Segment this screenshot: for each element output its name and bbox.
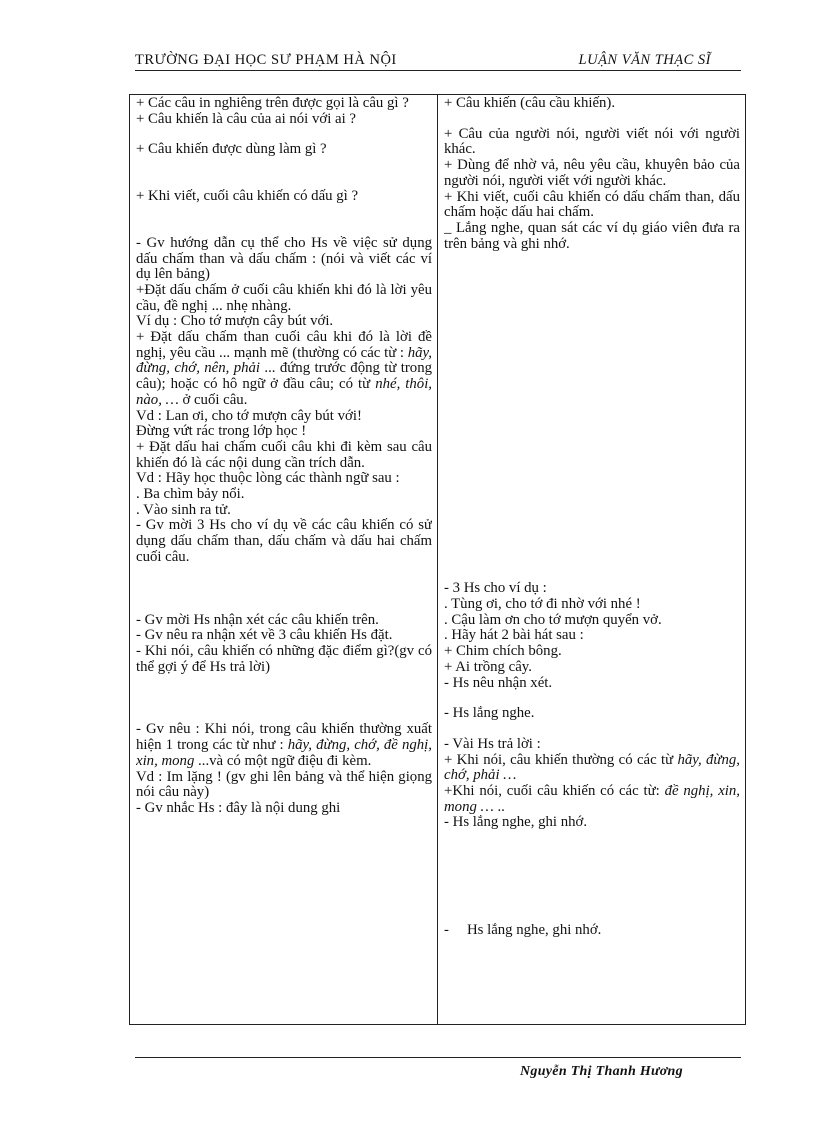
speaking-answer-end: .. xyxy=(493,798,505,815)
invite-examples: - Gv mời 3 Hs cho ví dụ về các câu khiến có sử dụng dấu chấm than, dấu chấm và dấu hai chấm cuối câu. xyxy=(136,517,432,565)
lesson-table xyxy=(129,94,746,1025)
exclamation-words-2: nhé, thôi, nào, … xyxy=(136,376,432,408)
idiom-1: . Ba chìm bảy nổi. xyxy=(136,486,245,503)
exclamation-rule-text-2: ... đứng trước động từ trong câu); hoặc có hô ngữ ở đầu câu; có từ xyxy=(136,360,432,393)
colon-example: Vd : Hãy học thuộc lòng các thành ngữ sau : xyxy=(136,470,400,487)
exclamation-example-2: Đừng vứt rác trong lớp học ! xyxy=(136,423,307,440)
student-listen-note-2 xyxy=(444,923,740,939)
song-1: + Chim chích bông. xyxy=(444,643,562,660)
exclamation-words-1: hãy, đừng, chớ, nên, phải xyxy=(136,344,432,377)
student-answer-3: + Dùng để nhờ vả, nêu yêu cầu, khuyên bảo của người nói, người viết với người khác. xyxy=(444,157,740,189)
student-column xyxy=(438,95,746,1025)
student-answer-speaking-2 xyxy=(444,784,740,815)
gv-comment: - Gv nêu ra nhận xét về 3 câu khiến Hs đặt. xyxy=(136,627,393,644)
silence-example: Vd : Im lặng ! (gv ghi lên bảng và thể hiện giọng nói câu này) xyxy=(136,768,432,801)
exclamation-rule-text-1: + Đặt dấu chấm than cuối câu khi đó là lời đề nghị, yêu cầu ... mạnh mẽ (thường có các từ : xyxy=(136,329,432,361)
dot-rule: +Đặt dấu chấm ở cuối câu khiến khi đó là lời yêu cầu, đề nghị ... nhẹ nhàng. xyxy=(136,281,432,314)
student-answer-1: + Câu khiến (câu cầu khiến). xyxy=(444,96,616,111)
speaking-answer-text-1: + Khi nói, câu khiến thường có các từ xyxy=(444,751,678,768)
exclamation-rule xyxy=(136,330,432,409)
reminder: - Gv nhắc Hs : đây là nội dung ghi xyxy=(136,799,341,816)
student-give-examples: - 3 Hs cho ví dụ : xyxy=(444,580,547,597)
song-2: + Ai trồng cây. xyxy=(444,658,532,675)
exclamation-example-1: Vd : Lan ơi, cho tớ mượn cây bút với! xyxy=(136,407,362,424)
student-listen-observe: _ Lắng nghe, quan sát các ví dụ giáo viên đưa ra trên bảng và ghi nhớ. xyxy=(444,219,740,252)
page-header xyxy=(135,52,741,71)
invite-comment: - Gv mời Hs nhận xét các câu khiến trên. xyxy=(136,611,379,628)
teacher-question-1: + Các câu in nghiêng trên được gọi là câu gì ? xyxy=(136,96,409,111)
listen-note-2-dash: - xyxy=(444,922,449,939)
student-answer-speaking-1 xyxy=(444,753,740,784)
idiom-2: . Vào sinh ra tử. xyxy=(136,501,231,518)
footer-divider xyxy=(135,1057,741,1058)
colon-rule: + Đặt dấu hai chấm cuối câu khi đi kèm sau câu khiến đó là các nội dung cần trích dẫn. xyxy=(136,438,432,471)
dot-example: Ví dụ : Cho tớ mượn cây bút với. xyxy=(136,313,334,330)
teacher-column xyxy=(130,95,438,1025)
gv-states xyxy=(136,722,432,769)
teacher-question-2: + Câu khiến là câu của ai nói với ai ? xyxy=(136,110,356,127)
thesis-type: LUẬN VĂN THẠC SĨ xyxy=(578,52,711,68)
student-comment: - Hs nêu nhận xét. xyxy=(444,674,553,691)
gv-states-words: hãy, đừng, chớ, đề nghị, xin, mong xyxy=(136,737,432,769)
teacher-guide: - Gv hướng dẫn cụ thể cho Hs về việc sử dụng dấu chấm than và dấu chấm : (nói và viết các ví dụ lên bảng) xyxy=(136,234,432,283)
teacher-question-4: + Khi viết, cuối câu khiến có dấu gì ? xyxy=(136,188,359,205)
listen-note-2-text: Hs lắng nghe, ghi nhớ. xyxy=(466,922,602,939)
exclamation-rule-text-3: ở cuối câu. xyxy=(178,391,248,408)
speaking-answer-text-2: +Khi nói, cuối câu khiến có các từ: xyxy=(444,783,665,800)
teacher-question-3: + Câu khiến được dùng làm gì ? xyxy=(136,141,327,158)
speaking-question: - Khi nói, câu khiến có những đặc điểm gì?(gv có thể gợi ý để Hs trả lời) xyxy=(136,642,432,675)
student-listen: - Hs lắng nghe. xyxy=(444,705,535,722)
gv-states-text-2: ...và có một ngữ điệu đi kèm. xyxy=(194,752,372,769)
student-example-2: . Cậu làm ơn cho tớ mượn quyển vở. xyxy=(444,611,662,628)
student-listen-note: - Hs lắng nghe, ghi nhớ. xyxy=(444,814,588,831)
student-example-1: . Tùng ơi, cho tớ đi nhờ với nhé ! xyxy=(444,596,641,613)
speaking-answer-words-1: hãy, đừng, chớ, phải … xyxy=(444,751,740,784)
student-example-3: . Hãy hát 2 bài hát sau : xyxy=(444,627,584,644)
university-name: TRƯỜNG ĐẠI HỌC SƯ PHẠM HÀ NỘI xyxy=(135,52,397,68)
footer-author: Nguyễn Thị Thanh Hương xyxy=(520,1064,683,1079)
speaking-answer-words-2: đề nghị, xin, mong … xyxy=(444,783,740,815)
gv-states-text-1: - Gv nêu : Khi nói, trong câu khiến thường xuất hiện 1 trong các từ như : xyxy=(136,721,432,754)
student-answer-2: + Câu của người nói, người viết nói với người khác. xyxy=(444,125,740,158)
student-answer-4: + Khi viết, cuối câu khiến có dấu chấm than, dấu chấm hoặc dấu hai chấm. xyxy=(444,188,740,221)
student-some-answer: - Vài Hs trả lời : xyxy=(444,735,541,752)
